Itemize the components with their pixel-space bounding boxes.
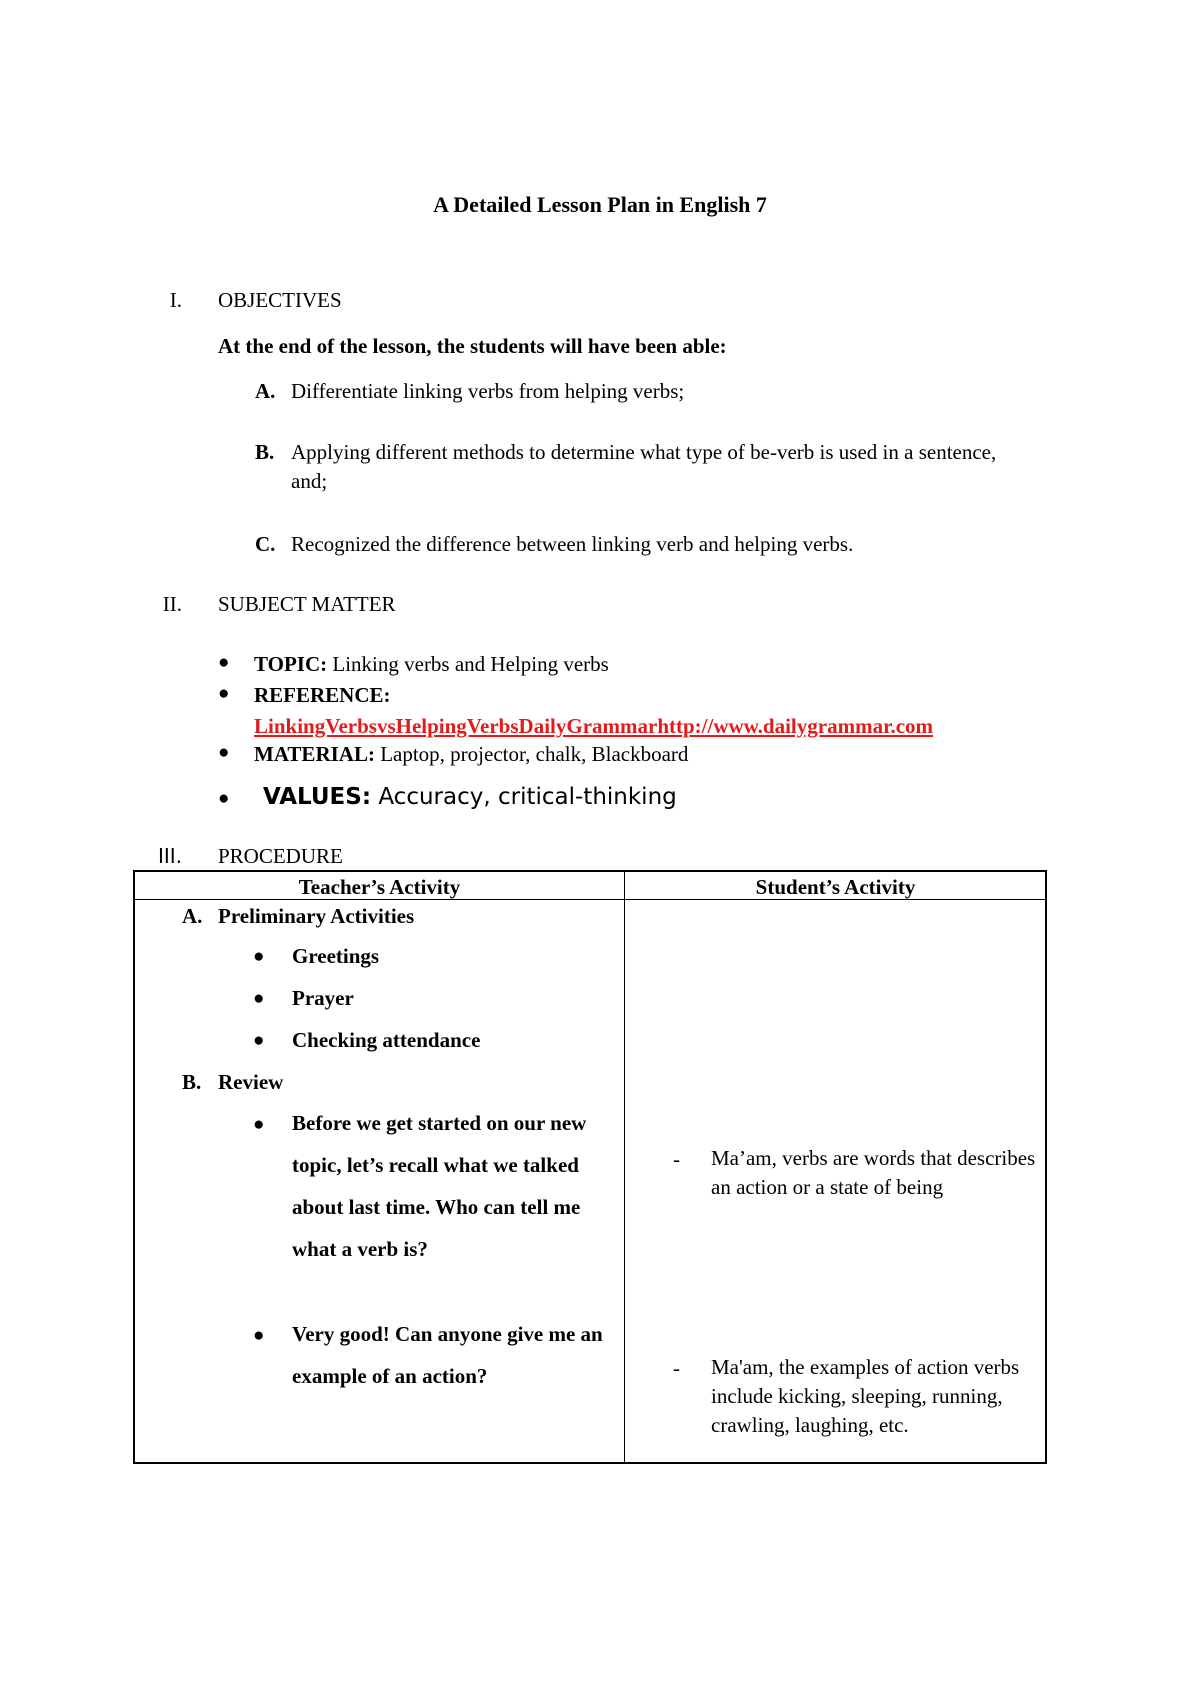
column-header-teacher: Teacher’s Activity xyxy=(298,875,461,899)
values-line xyxy=(263,784,677,810)
objective-text-c: Recognized the difference between linking verb and helping verbs. xyxy=(291,532,854,556)
objective-letter-a: A. xyxy=(255,379,276,403)
review-question-verb: Before we get started on our new topic, let’s recall what we talked about last time. Who can tell me what a verb is? xyxy=(292,1111,587,1261)
topic-label: TOPIC: xyxy=(254,652,328,676)
review-letter: B. xyxy=(182,1070,202,1094)
document-title: A Detailed Lesson Plan in English 7 xyxy=(433,192,767,217)
topic-line xyxy=(254,650,609,679)
preliminary-letter: A. xyxy=(182,904,203,928)
reference-label-line xyxy=(254,681,391,710)
bullet-icon: ● xyxy=(218,652,230,673)
student-response-verb: Ma’am, verbs are words that describes an action or a state of being xyxy=(711,1146,1036,1199)
bullet-icon: ● xyxy=(253,1114,265,1135)
review-title: Review xyxy=(218,1070,284,1094)
objective-letter-c: C. xyxy=(255,532,276,556)
values-label: VALUES: xyxy=(263,784,372,810)
section-heading-procedure: PROCEDURE xyxy=(218,844,343,868)
bullet-icon: ● xyxy=(218,742,230,763)
section-heading-objectives: OBJECTIVES xyxy=(218,288,342,312)
section-number-subject-matter: II. xyxy=(162,592,182,616)
section-heading-subject-matter: SUBJECT MATTER xyxy=(218,592,396,616)
objectives-intro: At the end of the lesson, the students will have been able: xyxy=(218,334,727,358)
bullet-icon: ● xyxy=(253,988,265,1009)
objective-letter-b: B. xyxy=(255,440,275,464)
objective-text-b: Applying different methods to determine what type of be-verb is used in a sentence, and; xyxy=(291,440,997,493)
preliminary-item-prayer: Prayer xyxy=(292,986,354,1010)
section-number-objectives: I. xyxy=(169,288,182,312)
material-line xyxy=(254,740,688,769)
bullet-icon: ● xyxy=(218,683,230,704)
response-dash: - xyxy=(673,1147,680,1171)
bullet-icon: ● xyxy=(253,1030,265,1051)
table-column-divider xyxy=(624,870,625,1464)
column-header-student: Student’s Activity xyxy=(755,875,916,899)
preliminary-title: Preliminary Activities xyxy=(218,904,415,928)
bullet-icon: ● xyxy=(218,788,230,809)
bullet-icon: ● xyxy=(253,1325,265,1346)
preliminary-item-greetings: Greetings xyxy=(292,944,380,968)
material-label: MATERIAL: xyxy=(254,742,375,766)
values-value: Accuracy, critical-thinking xyxy=(378,784,677,810)
section-number-procedure: III. xyxy=(157,844,182,868)
objective-text-a: Differentiate linking verbs from helping verbs; xyxy=(291,379,685,403)
reference-link[interactable]: LinkingVerbsvsHelpingVerbsDailyGrammarhttp://www.dailygrammar.com xyxy=(254,714,934,738)
review-question-example: Very good! Can anyone give me an example of an action? xyxy=(292,1322,603,1388)
preliminary-item-attendance: Checking attendance xyxy=(292,1028,481,1052)
reference-label: REFERENCE: xyxy=(254,683,391,707)
topic-value: Linking verbs and Helping verbs xyxy=(332,652,609,676)
bullet-icon: ● xyxy=(253,946,265,967)
response-dash: - xyxy=(673,1356,680,1380)
material-value: Laptop, projector, chalk, Blackboard xyxy=(380,742,689,766)
student-response-example: Ma'am, the examples of action verbs include kicking, sleeping, running, crawling, laughing, etc. xyxy=(711,1355,1020,1437)
reference-link-line xyxy=(254,712,933,741)
